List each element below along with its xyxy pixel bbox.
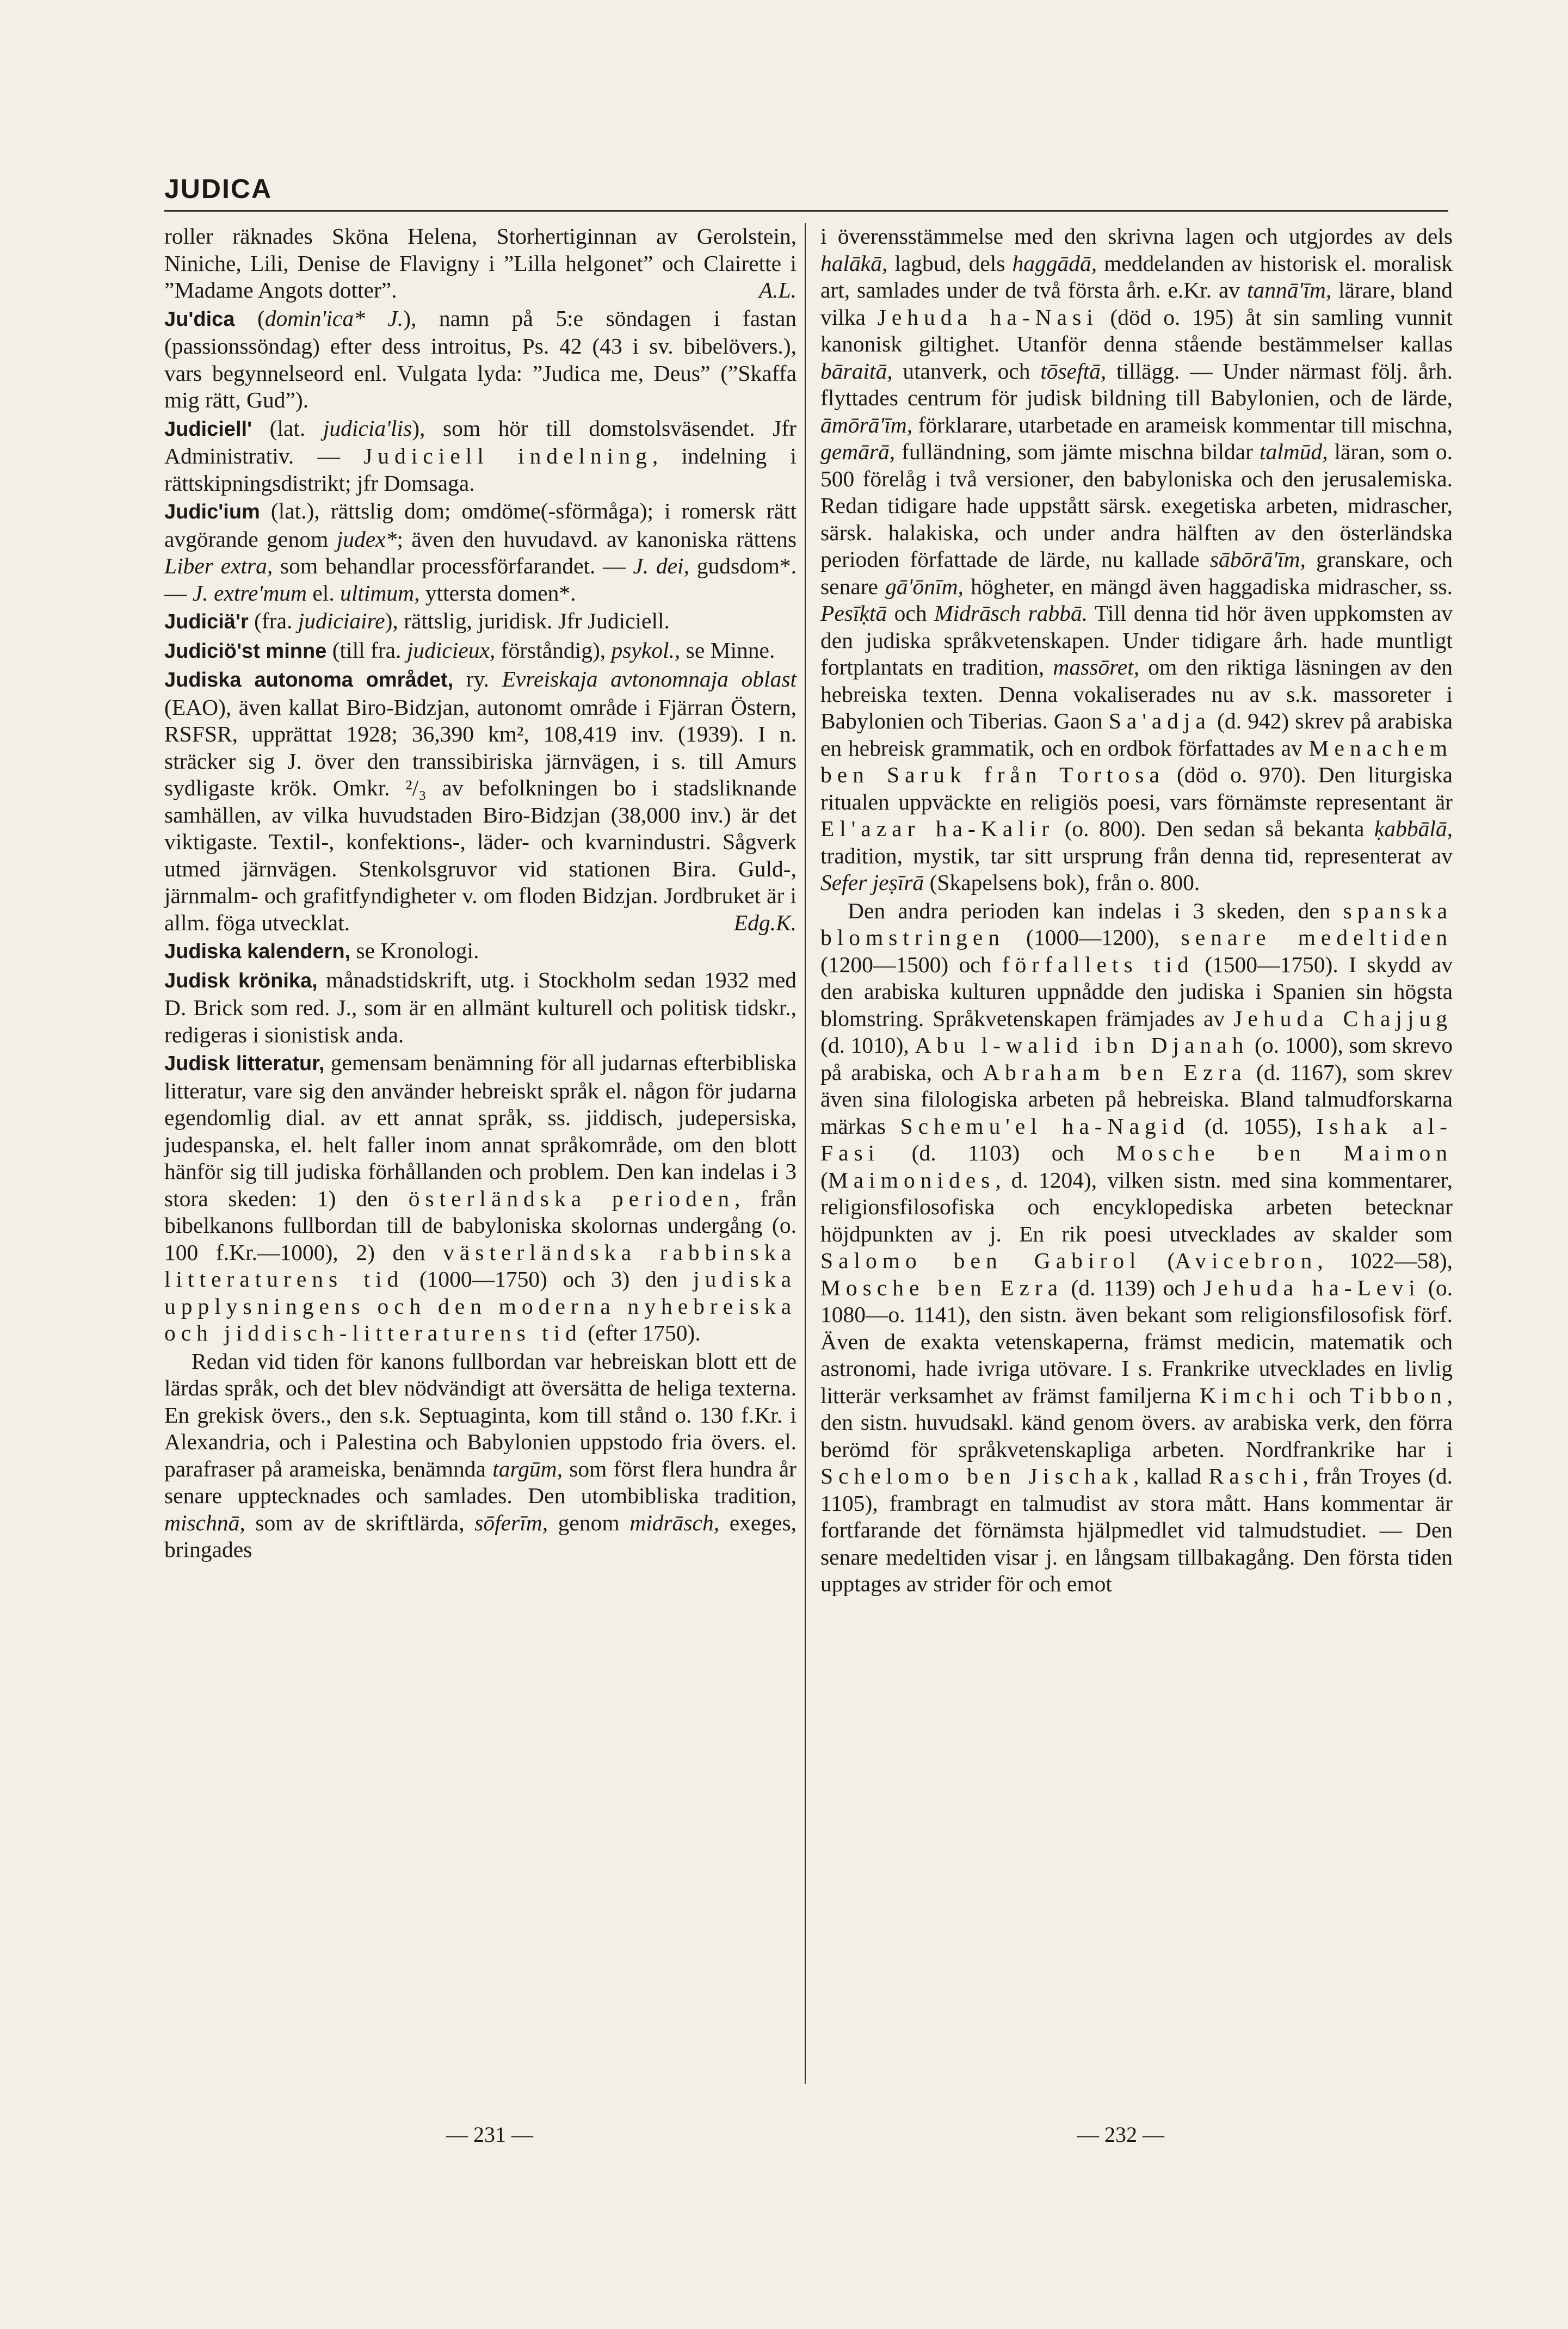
text-run: (o. 1000), som skrevo på arabiska, och xyxy=(820,1033,1453,1085)
italic-term: haggādā, xyxy=(1012,250,1097,276)
spaced-name: Sa'adja xyxy=(1108,708,1211,733)
text-run: utanverk, och xyxy=(892,358,1041,384)
text-run: (död o. 970). Den liturgiska ritualen uppväckte en religiös poesi, vars förnämste representant är xyxy=(820,762,1453,814)
left-column xyxy=(164,223,797,1565)
entry-headword: Judiska autonoma området, xyxy=(164,669,454,691)
spaced-name: senare medeltiden xyxy=(1181,925,1453,950)
text-run: yttersta domen*. xyxy=(419,580,576,606)
text-run: ry. xyxy=(453,666,502,691)
paragraph xyxy=(164,1348,797,1564)
dictionary-entry xyxy=(164,666,797,936)
text-run: som av de skriftlärda, xyxy=(245,1510,475,1535)
italic-term: judicieux, xyxy=(406,637,496,663)
italic-term: sōferīm, xyxy=(474,1510,548,1535)
entry-headword: Judiciell' xyxy=(164,417,252,441)
text-run: läran, som o. 500 förelåg i två versioner, den babyloniska och den jerusalemiska. Redan tidigare hade uppstått särsk. exegetiska arbeten, midrascher, särsk. halakiska, och under andra hälften av den österländska perioden författade de lärde, nu kallade xyxy=(820,439,1453,572)
entry-headword: Judisk litteratur, xyxy=(164,1052,325,1075)
text-run: och xyxy=(1300,1382,1350,1408)
text-run: se Kronologi. xyxy=(350,938,479,963)
text-run: förklarare, utarbetade en arameisk kommentar till mischna, xyxy=(912,412,1453,437)
text-run: (o. 800). Den sedan så bekanta xyxy=(1054,816,1374,841)
text-run: ), rättslig, juridisk. Jfr Judiciell. xyxy=(385,608,670,633)
entry-headword: Ju'dica xyxy=(164,307,235,331)
page-number-left: — 231 — xyxy=(446,2122,533,2147)
spaced-name: Abraham ben Ezra xyxy=(983,1059,1247,1085)
text-run: (1000—1200), xyxy=(1005,925,1181,950)
text-run: lagbud, dels xyxy=(887,250,1013,276)
italic-term: judex* xyxy=(336,526,397,552)
text-run: ), som hör till domstolsväsendet. Jfr Administrativ. — xyxy=(164,415,797,468)
text-run: (död o. 195) åt sin samling vunnit kanonisk giltighet. Utanför denna stående bestämmelser kallas xyxy=(820,304,1453,356)
text-run: granskare, och senare xyxy=(820,547,1453,599)
text-run: som behandlar processförfarandet. — xyxy=(273,553,633,578)
italic-term: Evreiskaja avtonomnaja oblast xyxy=(502,666,797,691)
paragraph xyxy=(164,223,797,304)
text-run: (o. 1080—o. 1141), den sistn. även bekant som religionsfilosofisk förf. Även de exakta vetenskaperna, främst medicin, matematik och astronomi, hade ivriga utövare. I s. Frankrike utvecklades en livlig litterär verksamhet av främst familjerna xyxy=(820,1275,1453,1408)
italic-term: Liber extra, xyxy=(164,553,273,578)
spaced-name: västerländska rabbinska litteraturens tid xyxy=(164,1239,797,1292)
text-run: Till denna tid hör även uppkomsten av den judiska språkvetenskapen. Under tidigare årh. hade muntligt fortplantats en tradition, xyxy=(820,601,1453,679)
text-run: , från bibelkanons fullbordan till de babyloniska skolornas undergång (o. 100 f.Kr.—1000), 2) den xyxy=(164,1185,797,1265)
spaced-name: Judiciell indelning xyxy=(363,443,652,468)
italic-term: tōseftā, xyxy=(1040,358,1107,384)
spaced-name: Maimonides xyxy=(828,1167,996,1193)
italic-term: J. extre'mum xyxy=(192,580,307,606)
running-head: JUDICA xyxy=(164,174,273,204)
italic-term: āmōrā'īm, xyxy=(820,412,913,437)
text-run: (1200—1500) och xyxy=(820,952,1002,977)
entry-headword: Judiciö'st minne xyxy=(164,639,327,663)
text-run: (d. 942) skrev på arabiska en hebreisk grammatik, och en ordbok författades av xyxy=(820,708,1453,761)
text-run: ( xyxy=(820,1167,828,1193)
text-run: ( xyxy=(234,305,265,331)
dictionary-entry xyxy=(164,305,797,414)
text-run: (lat. xyxy=(252,415,323,441)
header-rule xyxy=(164,210,1448,212)
spaced-name: Mosche ben Maimon xyxy=(1116,1140,1453,1165)
italic-term: domin'ica* J. xyxy=(264,305,404,331)
author-signature: Edg.K. xyxy=(733,910,797,935)
dictionary-entry xyxy=(164,637,797,665)
paragraph xyxy=(820,898,1453,1598)
text-run: , kallad xyxy=(1133,1463,1209,1488)
spaced-name: Tibbon xyxy=(1350,1382,1447,1408)
text-run: Redan vid tiden för kanons fullbordan var hebreiskan blott ett de lärdas språk, och det blev nödvändigt att översätta de heliga texterna. En grekisk övers., den s.k. Septuaginta, kom till stånd o. 130 f.Kr. i Alexandria, och i Palestina och Babylonien uppstodo fria övers. el. parafraser på arameiska, benämnda xyxy=(164,1348,797,1481)
spaced-name: Schemu'el ha-Nagid xyxy=(900,1113,1190,1139)
text-run: tradition, mystik, tar sitt ursprung från denna tid, representerat av xyxy=(820,843,1453,868)
text-run: , den sistn. huvudsakl. känd genom övers. av arabiska verk, den förra berömd för språkvetenskapliga arbeten. Nordfrankrike har i xyxy=(820,1382,1453,1462)
spaced-name: Avicebron xyxy=(1175,1248,1318,1273)
text-run: (till fra. xyxy=(326,637,407,663)
text-run: högheter, en mängd även haggadiska midrascher, ss. xyxy=(963,573,1453,599)
spaced-name: judiska upplysningens och den moderna nyhebreiska och jiddisch-litteraturens tid xyxy=(164,1267,797,1345)
text-run: fulländning, som jämte mischna bildar xyxy=(895,439,1260,464)
text-run: om den riktiga läsningen av den hebreiska texten. Denna vokaliserades nu av s.k. massoreter i Babylonien och Tiberias. Gaon xyxy=(820,654,1453,733)
text-run: (efter 1750). xyxy=(582,1320,701,1345)
entry-headword: Judiska kalendern, xyxy=(164,940,351,963)
text-run: och xyxy=(887,601,935,626)
italic-term: Sefer jeṣīrā xyxy=(820,870,924,895)
text-run: ; även den huvudavd. av kanoniska rättens xyxy=(397,526,797,552)
spaced-name: Jehuda ha-Nasi xyxy=(877,304,1098,330)
spaced-name: Schelomo ben Jischak xyxy=(820,1463,1133,1488)
spaced-name: Menachem ben Saruk från Tortosa xyxy=(820,735,1453,787)
spaced-name: El'azar ha-Kalir xyxy=(820,816,1055,841)
italic-term: judicia'lis xyxy=(323,415,412,441)
italic-term: ultimum, xyxy=(340,580,420,606)
text-run: månadstidskrift, utg. i Stockholm sedan 1932 med D. Brick som red. J., som är en allmänt kulturell och politisk tidskr., redigeras i sionistisk anda. xyxy=(164,967,797,1047)
page-number-right: — 232 — xyxy=(1077,2122,1164,2147)
italic-term: gā'ōnīm, xyxy=(885,573,964,599)
column-divider xyxy=(805,223,806,2084)
text-run: gudsdom*. — xyxy=(164,553,797,606)
italic-term: mischnā, xyxy=(164,1510,245,1535)
text-run: i överensstämmelse med den skrivna lagen och utgjordes av dels xyxy=(820,224,1453,249)
text-run: tillägg. — Under närmast följ. årh. flyttades centrum för judisk bildning till Babylonien, och de lärde, xyxy=(820,358,1453,410)
italic-term: bāraitā, xyxy=(820,358,893,384)
paragraph xyxy=(820,223,1453,897)
italic-term: halākā, xyxy=(820,250,888,276)
text-run: (d. 1103) och xyxy=(880,1140,1116,1165)
text-run: (fra. xyxy=(248,608,298,633)
text-run: , d. 1204), vilken sistn. med sina kommentarer, religionsfilosofiska och encyklopediska arbeten betecknar höjdpunkten av j. En rik poesi utvecklades av skalder som xyxy=(820,1167,1453,1246)
dictionary-entry xyxy=(164,937,797,966)
text-run: ( xyxy=(1141,1248,1175,1273)
text-run: , från Troyes (d. 1105), frambragt en talmudist av stora mått. Hans kommentar är fortfarande det förnämsta hjälpmedlet vid talmudstudiet. — Den senare medeltiden visar j. en långsam tillbakagång. Den första tiden upptages av strider för och emot xyxy=(820,1463,1453,1596)
text-run: , 1022—58), xyxy=(1317,1248,1453,1273)
text-run: (Skapelsens bok), från o. 800. xyxy=(924,870,1200,895)
text-run: (d. 1139) och xyxy=(1063,1275,1203,1300)
text-run: el. xyxy=(307,580,341,606)
text-run: lärare, bland vilka xyxy=(820,277,1453,330)
entry-headword: Judiciä'r xyxy=(164,610,249,633)
dictionary-entry xyxy=(164,1049,797,1347)
text-run: (lat.), rättslig dom; omdöme(-sförmåga); i romersk rätt avgörande genom xyxy=(164,498,797,552)
spaced-name: Mosche ben Ezra xyxy=(820,1275,1064,1300)
spaced-name: Salomo ben Gabirol xyxy=(820,1248,1141,1273)
text-run: roller räknades Sköna Helena, Storhertiginnan av Gerolstein, Niniche, Lili, Denise de Flavigny i ”Lilla helgonet” och Clairette i ”Madame Angots dotter”. xyxy=(164,224,797,302)
spaced-name: österländska perioden xyxy=(408,1185,735,1211)
author-signature: A.L. xyxy=(758,277,797,302)
text-run: exeges, bringades xyxy=(164,1510,797,1562)
text-run: Den andra perioden kan indelas i 3 skeden, den xyxy=(848,898,1343,923)
spaced-name: förfallets tid xyxy=(1002,952,1194,977)
text-run: , indelning i rättskipningsdistrikt; jfr Domsaga. xyxy=(164,443,797,496)
italic-term: massōret, xyxy=(1053,654,1140,679)
italic-term: talmūd, xyxy=(1259,439,1328,464)
italic-term: sābōrā'īm, xyxy=(1209,547,1306,572)
text-run: förståndig), xyxy=(495,637,612,663)
italic-term: targūm, xyxy=(492,1456,563,1481)
text-run: (EAO), även kallat Biro-Bidzjan, autonomt område i Fjärran Östern, RSFSR, upprättat 1928; 36,390 km², 108,419 inv. (1939). I n. sträcker sig J. över den transsibiriska järnvägen, i s. till Amurs sydligaste krök. Omkr. ²/₃ av befolkningen bo i stadsliknande samhällen, av vilka huvudstaden Biro-Bidzjan (38,000 inv.) är det viktigaste. Textil-, konfektions-, läder- och kvarnindustri. Sågverk utmed järnvägen. Stenkolsgruvor vid stationen Bira. Guld-, järnmalm- och grafitfyndigheter v. om floden Bidzjan. Jordbruket är i allm. föga utvecklat. xyxy=(164,694,797,935)
dictionary-entry xyxy=(164,415,797,497)
text-run: genom xyxy=(548,1510,630,1535)
text-run: (d. 1055), xyxy=(1189,1113,1317,1139)
text-run: (d. 1167), som skrev även sina filologiska arbeten på hebreiska. Bland talmudforskarna märkas xyxy=(820,1059,1453,1139)
dictionary-entry xyxy=(164,967,797,1049)
italic-term: ḳabbālā, xyxy=(1374,816,1453,841)
italic-term: midrāsch, xyxy=(629,1510,720,1535)
dictionary-entry xyxy=(164,608,797,636)
text-run: som först flera hundra år senare upptecknades och samlades. Den utombibliska tradition, xyxy=(164,1456,797,1508)
text-run: (1000—1750) och 3) den xyxy=(404,1267,694,1292)
text-run: ), namn på 5:e söndagen i fastan (passionssöndag) efter dess introitus, Ps. 42 (43 i sv. bibelövers.), vars begynnelseord enl. Vulgata lyda: ”Judica me, Deus” (”Skaffa mig rätt, Gud”). xyxy=(164,305,797,412)
spaced-name: Abu l-walid ibn Djanah xyxy=(915,1033,1249,1058)
spaced-name: Jehuda ha-Levi xyxy=(1203,1275,1421,1300)
spaced-name: Jehuda Chajjug xyxy=(1233,1005,1453,1031)
spaced-name: spanska blomstringen xyxy=(820,898,1453,950)
right-column xyxy=(820,223,1453,1599)
italic-term: J. dei, xyxy=(633,553,689,578)
text-run: meddelanden av historisk el. moralisk art, samlades under de två första årh. e.Kr. av xyxy=(820,250,1453,302)
text-run: gemensam benämning för all judarnas efterbibliska litteratur, vare sig den använder hebreiskt språk el. någon för judarna egendomlig dial. av ett annat språk, ss. jiddisch, judepersiska, judespanska, el. helt faller inom annat språkområde, om den blott hänför sig till judiska förhållanden och problem. Den kan indelas i 3 stora skeden: 1) den xyxy=(164,1050,797,1211)
dictionary-entry xyxy=(164,498,797,607)
italic-term: gemārā, xyxy=(820,439,896,464)
spaced-name: Raschi xyxy=(1208,1463,1303,1488)
text-run: se Minne. xyxy=(680,637,775,663)
spaced-name: Kimchi xyxy=(1200,1382,1300,1408)
italic-term: tannā'īm, xyxy=(1247,277,1332,302)
spaced-name: Ishak al-Fasi xyxy=(820,1113,1453,1165)
entry-headword: Judisk krönika, xyxy=(164,969,318,992)
text-run: (1500—1750). I skydd av den arabiska kulturen uppnådde den judiska i Spanien sin högsta blomstring. Språkvetenskapen främjades av xyxy=(820,952,1453,1031)
italic-term: judiciaire xyxy=(298,608,385,633)
text-run: (d. 1010), xyxy=(820,1033,915,1058)
italic-term: psykol., xyxy=(611,637,681,663)
italic-term: Pesīḳtā xyxy=(820,601,887,626)
italic-term: Midrāsch rabbā. xyxy=(934,601,1088,626)
entry-headword: Judic'ium xyxy=(164,501,260,523)
